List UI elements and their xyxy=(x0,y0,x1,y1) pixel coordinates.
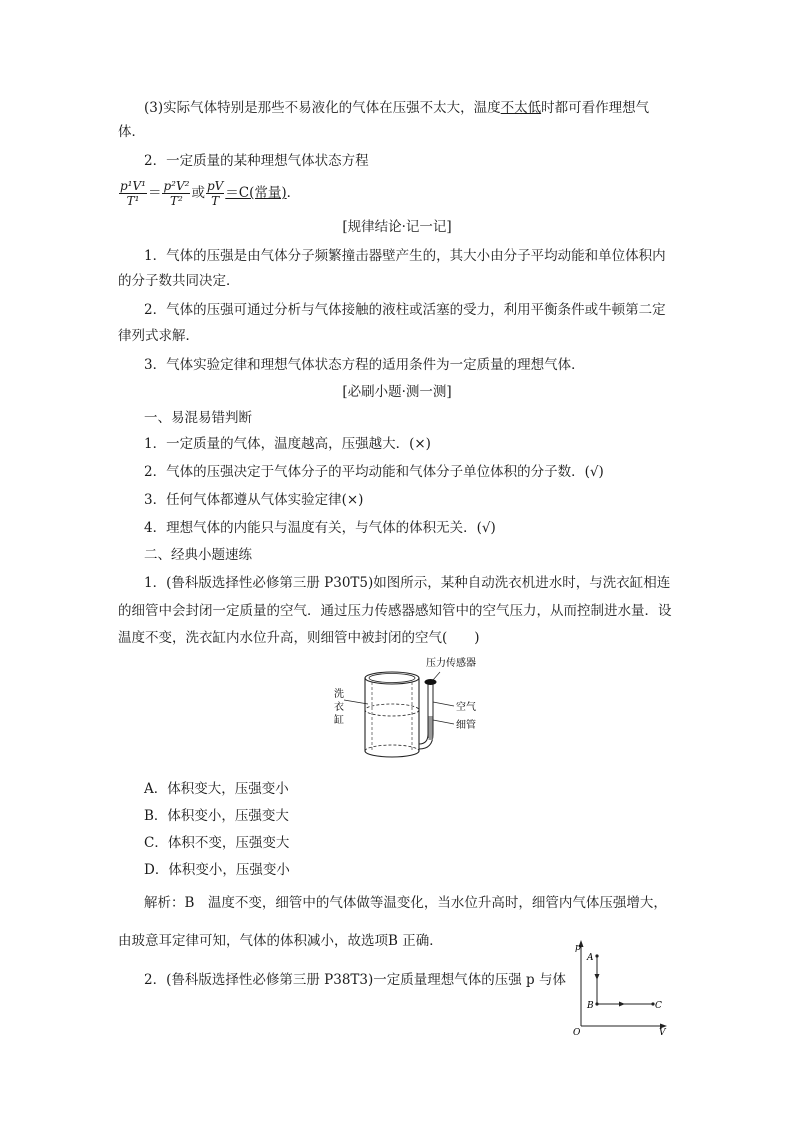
axis-label-v: V xyxy=(659,1028,666,1036)
rule3: 3．气体实验定律和理想气体状态方程的适用条件为一定质量的理想气体． xyxy=(144,357,585,373)
part2-heading: 二、经典小题速练 xyxy=(144,547,252,563)
rules-title: [规律结论·记一记] xyxy=(342,219,452,235)
question1-line1: 1．(鲁科版选择性必修第三册 P30T5)如图所示，某种自动洗衣机进水时，与洗衣缸相连 xyxy=(144,575,671,591)
equals-sign: ＝ xyxy=(147,185,162,201)
pressure-sensor xyxy=(425,679,437,685)
point-a xyxy=(595,954,598,957)
label-tub-1: 洗 xyxy=(334,689,344,700)
connector-tube xyxy=(419,734,428,744)
item3-line1-underlined: 不太低 xyxy=(500,100,542,116)
water-in-tube xyxy=(429,716,433,740)
arrow-bc xyxy=(619,1002,625,1007)
option-c: C．体积不变，压强变大 xyxy=(144,835,290,851)
question1-line2: 的细管中会封闭一定质量的空气．通过压力传感器感知管中的空气压力，从而控制进水量．设 xyxy=(118,603,672,619)
option-d: D．体积变小，压强变小 xyxy=(144,862,290,878)
washing-machine-figure xyxy=(330,654,500,766)
equation-end: ． xyxy=(286,185,301,201)
alt-numerator: pV xyxy=(206,179,224,193)
analysis-line1: 解析：B 温度不变，细管中的气体做等温变化，当水位升高时，细管内气体压强增大， xyxy=(144,895,667,911)
judgement-3: 3．任何气体都遵从气体实验定律(×) xyxy=(144,492,364,508)
analysis-line2: 由玻意耳定律可知，气体的体积减小，故选项B 正确． xyxy=(118,933,443,949)
tub-bottom-hidden xyxy=(365,745,419,751)
practice-title: [必刷小题·测一测] xyxy=(342,384,452,400)
judgement-4: 4．理想气体的内能只与温度有关，与气体的体积无关．(√) xyxy=(144,520,496,536)
item3-line1-post: 时都可看作理想气 xyxy=(541,100,650,116)
judgement-2: 2．气体的压强决定于气体分子的平均动能和气体分子单位体积的分子数．(√) xyxy=(144,464,604,480)
rule2-line1: 2．气体的压强可通过分析与气体接触的液柱或活塞的受力，利用平衡条件或牛顿第二定 xyxy=(144,302,666,318)
water-surface xyxy=(365,704,419,716)
origin-label: O xyxy=(573,1028,581,1036)
state-equation xyxy=(118,176,300,210)
alt-fraction xyxy=(206,179,224,208)
option-b: B．体积变小，压强变大 xyxy=(144,808,289,824)
rhs-denominator: T² xyxy=(170,194,183,208)
judgement-1: 1．一定质量的气体，温度越高，压强越大．(×) xyxy=(144,436,431,452)
tub-bottom xyxy=(365,751,419,757)
point-b xyxy=(595,1002,598,1005)
point-a-label: A xyxy=(587,953,594,963)
lhs-fraction xyxy=(119,179,147,208)
label-air: 空气 xyxy=(456,702,476,713)
alt-denominator: T xyxy=(211,194,220,208)
label-pressure-sensor: 压力传感器 xyxy=(426,658,476,669)
pv-graph xyxy=(567,938,671,1036)
label-tub-2: 衣 xyxy=(334,702,344,713)
point-c-label: C xyxy=(655,1001,662,1011)
item3-line1-pre: (3)实际气体特别是那些不易液化的气体在压强不太大，温度 xyxy=(144,100,501,116)
part1-heading: 一、易混易错判断 xyxy=(144,410,252,426)
axis-label-p: p xyxy=(575,943,581,953)
lhs-denominator: T¹ xyxy=(126,194,140,208)
lhs-numerator: p¹V¹ xyxy=(120,179,146,193)
option-a: A．体积变大，压强变小 xyxy=(144,781,289,797)
item3-line1 xyxy=(144,98,649,118)
question2-line1: 2．(鲁科版选择性必修第三册 P38T3)一定质量理想气体的压强 p 与体 xyxy=(144,972,566,988)
rule2-line2: 律列式求解． xyxy=(118,328,199,344)
arrow-ab xyxy=(595,974,600,980)
label-tub-3: 缸 xyxy=(334,715,344,726)
heading-ideal-gas-equation: 2．一定质量的某种理想气体状态方程 xyxy=(144,153,369,169)
rule1-line1: 1．气体的压强是由气体分子频繁撞击器壁产生的，其大小由分子平均动能和单位体积内 xyxy=(144,248,666,264)
tub-inner-rim xyxy=(369,674,415,683)
rhs-numerator: p²V² xyxy=(163,179,190,193)
item3-line2: 体． xyxy=(118,124,145,140)
sensor-leader xyxy=(433,672,440,680)
rhs-fraction xyxy=(162,179,190,208)
constant-c: ＝C(常量) xyxy=(225,185,287,201)
rule1-line2: 的分子数共同决定． xyxy=(118,273,240,289)
point-b-label: B xyxy=(587,1001,594,1011)
tub-leader xyxy=(344,700,368,704)
label-thin-tube: 细管 xyxy=(456,720,476,731)
air-leader xyxy=(433,702,454,706)
or-word: 或 xyxy=(191,185,205,201)
tube-leader xyxy=(433,720,454,724)
question1-line3: 温度不变，洗衣缸内水位升高，则细管中被封闭的空气( ) xyxy=(118,630,480,646)
